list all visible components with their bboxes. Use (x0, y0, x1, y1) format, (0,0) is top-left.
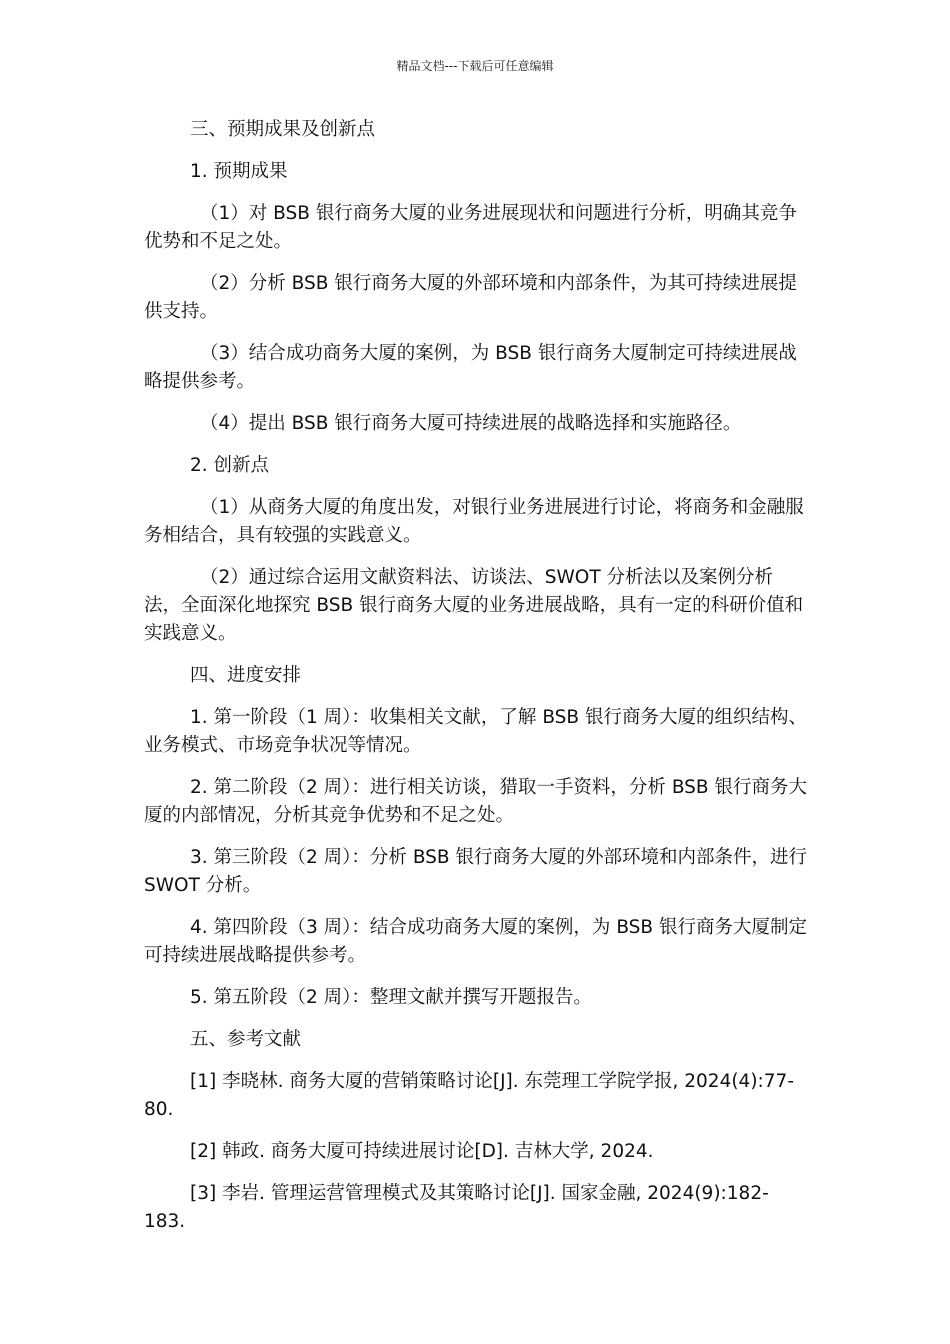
innovation-item-1: （1）从商务大厦的角度出发，对银行业务进展进行讨论，将商务和金融服务相结合，具有较强的实践意义。 (144, 497, 804, 546)
reference-3: [3] 李岩. 管理运营管理模式及其策略讨论[J]. 国家金融, 2024(9):182-183. (144, 1183, 769, 1232)
section-heading-schedule: 四、进度安排 (190, 665, 302, 686)
document-body (144, 116, 808, 1250)
page-header: 精品文档---下载后可任意编辑 (396, 59, 554, 73)
reference-2: [2] 韩政. 商务大厦可持续进展讨论[D]. 吉林大学, 2024. (190, 1141, 654, 1162)
reference-1: [1] 李晓林. 商务大厦的营销策略讨论[J]. 东莞理工学院学报, 2024(4):77-80. (144, 1071, 794, 1120)
section-heading-references: 五、参考文献 (190, 1029, 302, 1050)
schedule-stage-4: 4. 第四阶段（3 周）：结合成功商务大厦的案例，为 BSB 银行商务大厦制定可持续进展战略提供参考。 (144, 917, 807, 966)
schedule-stage-3: 3. 第三阶段（2 周）：分析 BSB 银行商务大厦的外部环境和内部条件，进行 SWOT 分析。 (144, 847, 807, 896)
result-item-1: （1）对 BSB 银行商务大厦的业务进展现状和问题进行分析，明确其竞争优势和不足之处。 (144, 203, 797, 252)
schedule-stage-5: 5. 第五阶段（2 周）：整理文献并撰写开题报告。 (190, 987, 592, 1008)
schedule-stage-2: 2. 第二阶段（2 周）：进行相关访谈，猎取一手资料，分析 BSB 银行商务大厦的内部情况，分析其竞争优势和不足之处。 (144, 777, 807, 826)
innovation-item-2: （2）通过综合运用文献资料法、访谈法、SWOT 分析法以及案例分析法，全面深化地探究 BSB 银行商务大厦的业务进展战略，具有一定的科研价值和实践意义。 (144, 567, 804, 644)
section-heading-outcomes: 三、预期成果及创新点 (190, 119, 376, 140)
subheading-expected-results: 1. 预期成果 (190, 161, 288, 182)
result-item-4: （4）提出 BSB 银行商务大厦可持续进展的战略选择和实施路径。 (200, 413, 742, 434)
result-item-2: （2）分析 BSB 银行商务大厦的外部环境和内部条件，为其可持续进展提供支持。 (144, 273, 797, 322)
schedule-stage-1: 1. 第一阶段（1 周）：收集相关文献，了解 BSB 银行商务大厦的组织结构、业务模式、市场竞争状况等情况。 (144, 707, 807, 756)
result-item-3: （3）结合成功商务大厦的案例，为 BSB 银行商务大厦制定可持续进展战略提供参考。 (144, 343, 797, 392)
subheading-innovations: 2. 创新点 (190, 455, 270, 476)
